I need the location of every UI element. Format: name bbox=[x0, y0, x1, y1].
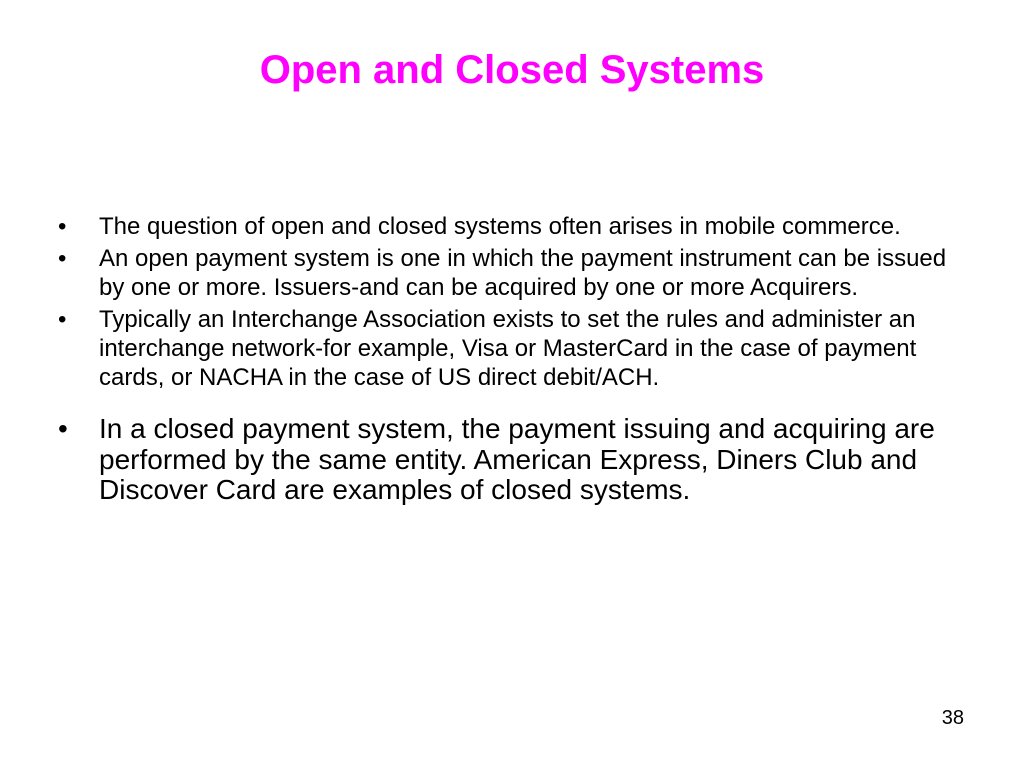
bullet-text: The question of open and closed systems often arises in mobile commerce. bbox=[99, 213, 901, 240]
bullet-item bbox=[58, 244, 958, 302]
bullet-text: An open payment system is one in which the payment instrument can be issued by one or more. Issuers-and can be acquired by one or more Acquirers. bbox=[99, 245, 947, 301]
page-number: 38 bbox=[941, 707, 964, 729]
bullet-item bbox=[58, 212, 958, 241]
bullet-text: Typically an Interchange Association exists to set the rules and administer an interchange network-for example, Visa or MasterCard in the case of payment cards, or NACHA in the case of US direct debit/ACH. bbox=[99, 306, 917, 391]
bullet-text: In a closed payment system, the payment issuing and acquiring are performed by the same entity. American Express, Diners Club and Discover Card are examples of closed systems. bbox=[99, 413, 935, 505]
bullet-item bbox=[58, 414, 958, 506]
bullet-item bbox=[58, 305, 958, 392]
bullet-icon: • bbox=[58, 306, 67, 333]
slide-title: Open and Closed Systems bbox=[259, 48, 765, 92]
bullet-icon: • bbox=[58, 413, 68, 444]
bullet-icon: • bbox=[58, 245, 67, 272]
bullet-list bbox=[58, 212, 958, 506]
bullet-icon: • bbox=[58, 213, 67, 240]
